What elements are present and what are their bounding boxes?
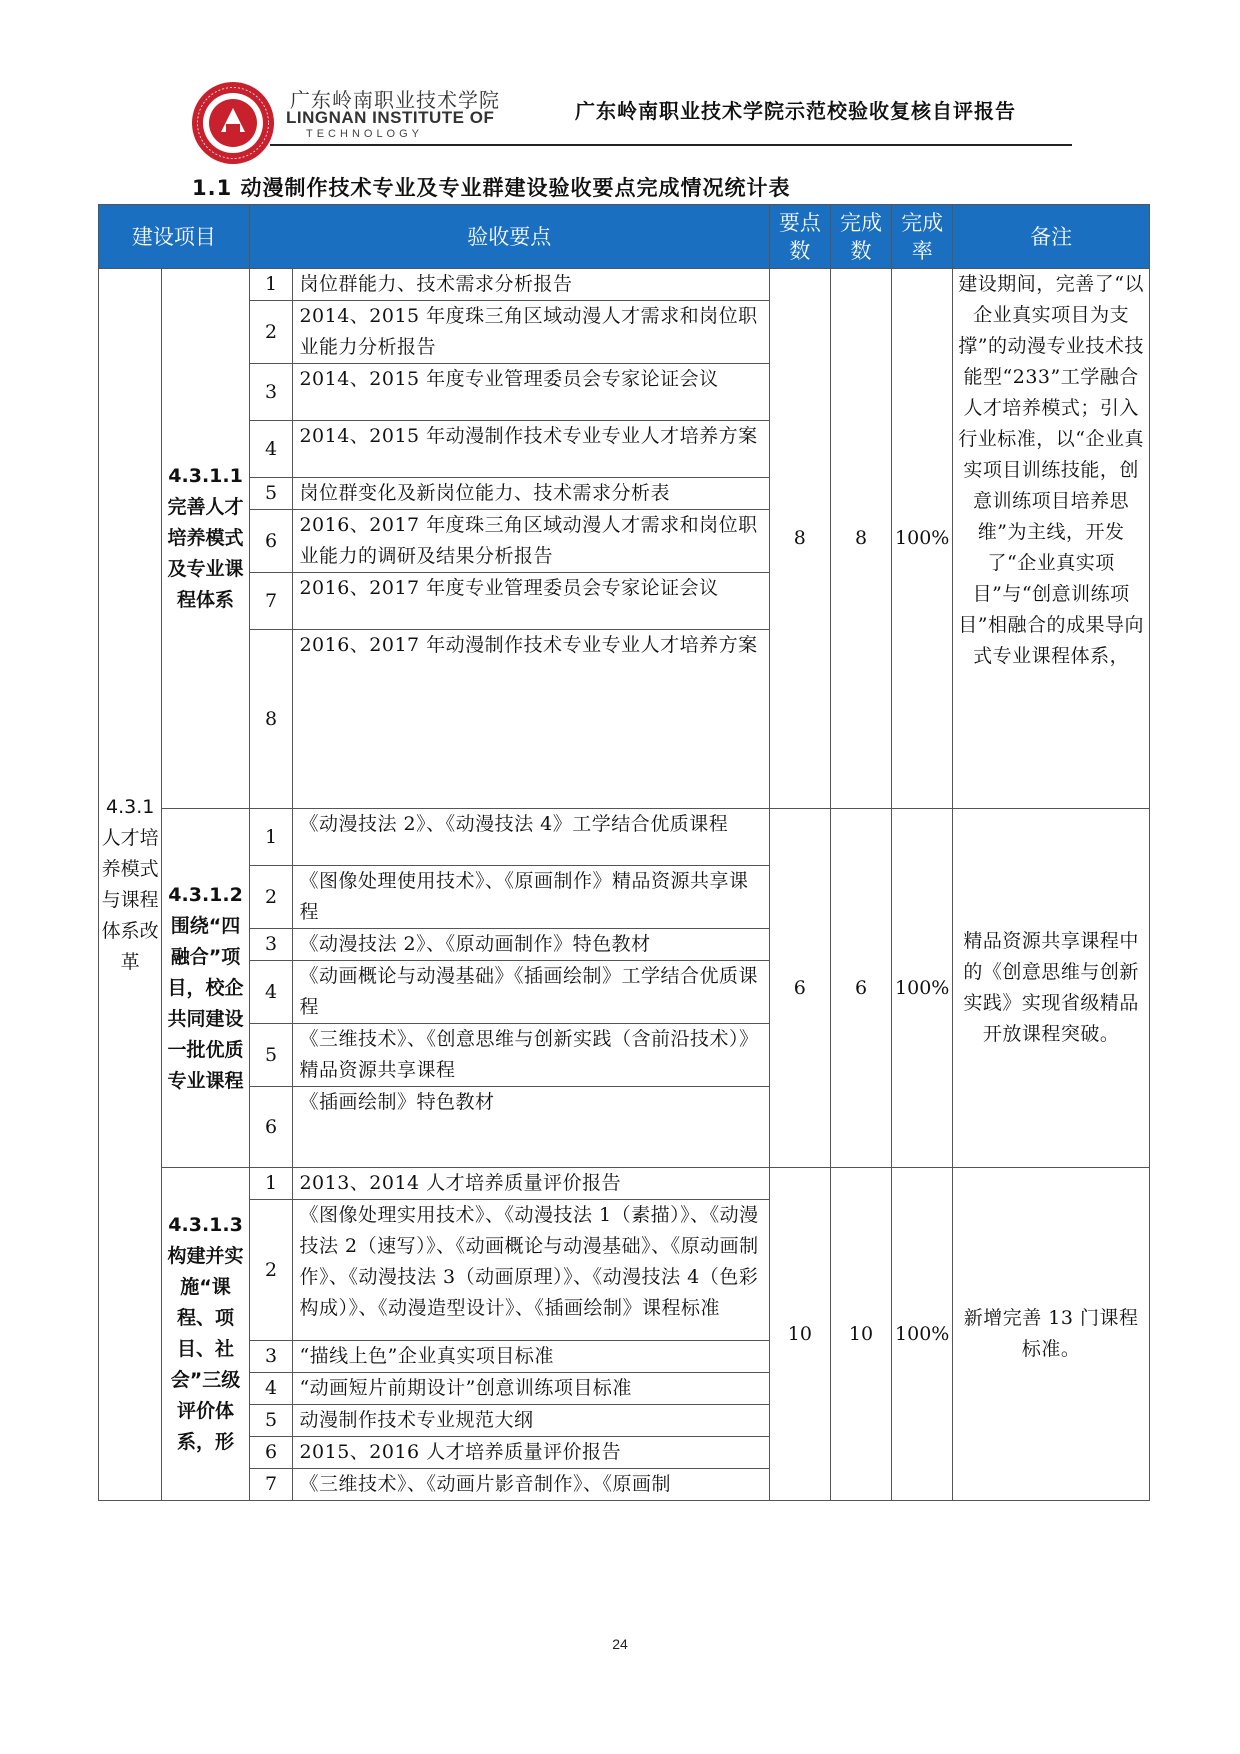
item-number: 1 — [249, 269, 293, 301]
item-number: 2 — [249, 866, 293, 929]
item-text: 岗位群变化及新岗位能力、技术需求分析表 — [293, 478, 769, 510]
item-number: 3 — [249, 1341, 293, 1373]
item-number: 4 — [249, 421, 293, 478]
item-number: 5 — [249, 478, 293, 510]
header-divider — [270, 144, 1072, 146]
item-text: 2016、2017 年动漫制作技术专业专业人才培养方案 — [293, 630, 769, 809]
item-number: 2 — [249, 1200, 293, 1341]
item-text: 《插画绘制》特色教材 — [293, 1087, 769, 1168]
table-header-row — [99, 205, 1150, 269]
item-text: 2014、2015 年度专业管理委员会专家论证会议 — [293, 364, 769, 421]
table-body — [99, 269, 1150, 1501]
item-text: 《动漫技法 2》、《动漫技法 4》工学结合优质课程 — [293, 809, 769, 866]
count-cell: 10 — [769, 1168, 830, 1501]
item-number: 1 — [249, 1168, 293, 1200]
item-text: 《三维技术》、《创意思维与创新实践（含前沿技术）》精品资源共享课程 — [293, 1024, 769, 1087]
item-text: 2014、2015 年动漫制作技术专业专业人才培养方案 — [293, 421, 769, 478]
school-logo-icon — [190, 80, 276, 166]
done-cell: 8 — [830, 269, 891, 809]
institution-name-en: LINGNAN INSTITUTE OF — [286, 108, 495, 127]
done-cell: 6 — [830, 809, 891, 1168]
item-number: 6 — [249, 510, 293, 573]
item-number: 8 — [249, 630, 293, 809]
header-count: 要点数 — [769, 205, 830, 269]
rate-cell: 100% — [892, 269, 953, 809]
table-row — [99, 269, 1150, 301]
section-title: 1.1 动漫制作技术专业及专业群建设验收要点完成情况统计表 — [192, 176, 791, 200]
item-text: “动画短片前期设计”创意训练项目标准 — [293, 1373, 769, 1405]
item-text: 动漫制作技术专业规范大纲 — [293, 1405, 769, 1437]
report-title: 广东岭南职业技术学院示范校验收复核自评报告 — [575, 99, 1016, 123]
item-number: 3 — [249, 364, 293, 421]
item-text: 《图像处理使用技术》、《原画制作》精品资源共享课程 — [293, 866, 769, 929]
page-header — [0, 0, 1240, 160]
item-number: 3 — [249, 929, 293, 961]
item-number: 5 — [249, 1405, 293, 1437]
item-text: 《图像处理实用技术》、《动漫技法 1（素描）》、《动漫技法 2（速写）》、《动画概论与动漫基础》、《原动画制作》、《动漫技法 3（动画原理）》、《动漫技法 4（色彩构成）》、《动漫造型设计》、《插画绘制》课程标准 — [293, 1200, 769, 1341]
item-text: 2016、2017 年度珠三角区域动漫人才需求和岗位职业能力的调研及结果分析报告 — [293, 510, 769, 573]
note-cell: 建设期间，完善了“以企业真实项目为支撑”的动漫专业技术技能型“233”工学融合人才培养模式；引入行业标准，以“企业真实项目训练技能，创意训练项目培养思维”为主线，开发了“企业真实项目”与“创意训练项目”相融合的成果导向式专业课程体系， — [953, 269, 1150, 809]
done-cell: 10 — [830, 1168, 891, 1501]
item-number: 6 — [249, 1087, 293, 1168]
item-number: 4 — [249, 961, 293, 1024]
project-cell: 4.3.1人才培养模式与课程体系改革 — [99, 269, 162, 1501]
note-cell: 精品资源共享课程中的《创意思维与创新实践》实现省级精品开放课程突破。 — [953, 809, 1150, 1168]
item-number: 7 — [249, 1469, 293, 1501]
header-rate: 完成率 — [892, 205, 953, 269]
subproject-cell: 4.3.1.3构建并实施“课程、项目、社会”三级评价体系，形 — [162, 1168, 249, 1501]
item-number: 2 — [249, 301, 293, 364]
item-text: 岗位群能力、技术需求分析报告 — [293, 269, 769, 301]
count-cell: 8 — [769, 269, 830, 809]
item-text: 2013、2014 人才培养质量评价报告 — [293, 1168, 769, 1200]
item-text: 2015、2016 人才培养质量评价报告 — [293, 1437, 769, 1469]
institution-name-en-line2: TECHNOLOGY — [306, 128, 424, 140]
header-points: 验收要点 — [249, 205, 769, 269]
item-text: 《动画概论与动漫基础》《插画绘制》工学结合优质课程 — [293, 961, 769, 1024]
header-done: 完成数 — [830, 205, 891, 269]
item-text: 《三维技术》、《动画片影音制作》、《原画制 — [293, 1469, 769, 1501]
item-number: 6 — [249, 1437, 293, 1469]
acceptance-table — [98, 204, 1150, 1501]
subproject-cell: 4.3.1.2围绕“四融合”项目，校企共同建设一批优质专业课程 — [162, 809, 249, 1168]
item-number: 5 — [249, 1024, 293, 1087]
item-text: 2014、2015 年度珠三角区域动漫人才需求和岗位职业能力分析报告 — [293, 301, 769, 364]
table-row — [99, 809, 1150, 866]
header-project: 建设项目 — [99, 205, 250, 269]
table-row — [99, 1168, 1150, 1200]
rate-cell: 100% — [892, 809, 953, 1168]
rate-cell: 100% — [892, 1168, 953, 1501]
note-cell: 新增完善 13 门课程标准。 — [953, 1168, 1150, 1501]
item-number: 4 — [249, 1373, 293, 1405]
item-number: 1 — [249, 809, 293, 866]
header-note: 备注 — [953, 205, 1150, 269]
count-cell: 6 — [769, 809, 830, 1168]
subproject-cell: 4.3.1.1完善人才培养模式及专业课程体系 — [162, 269, 249, 809]
item-number: 7 — [249, 573, 293, 630]
item-text: “描线上色”企业真实项目标准 — [293, 1341, 769, 1373]
item-text: 《动漫技法 2》、《原动画制作》特色教材 — [293, 929, 769, 961]
institution-name-cn: 广东岭南职业技术学院 — [290, 88, 500, 112]
item-text: 2016、2017 年度专业管理委员会专家论证会议 — [293, 573, 769, 630]
page-number: 24 — [612, 1636, 628, 1652]
